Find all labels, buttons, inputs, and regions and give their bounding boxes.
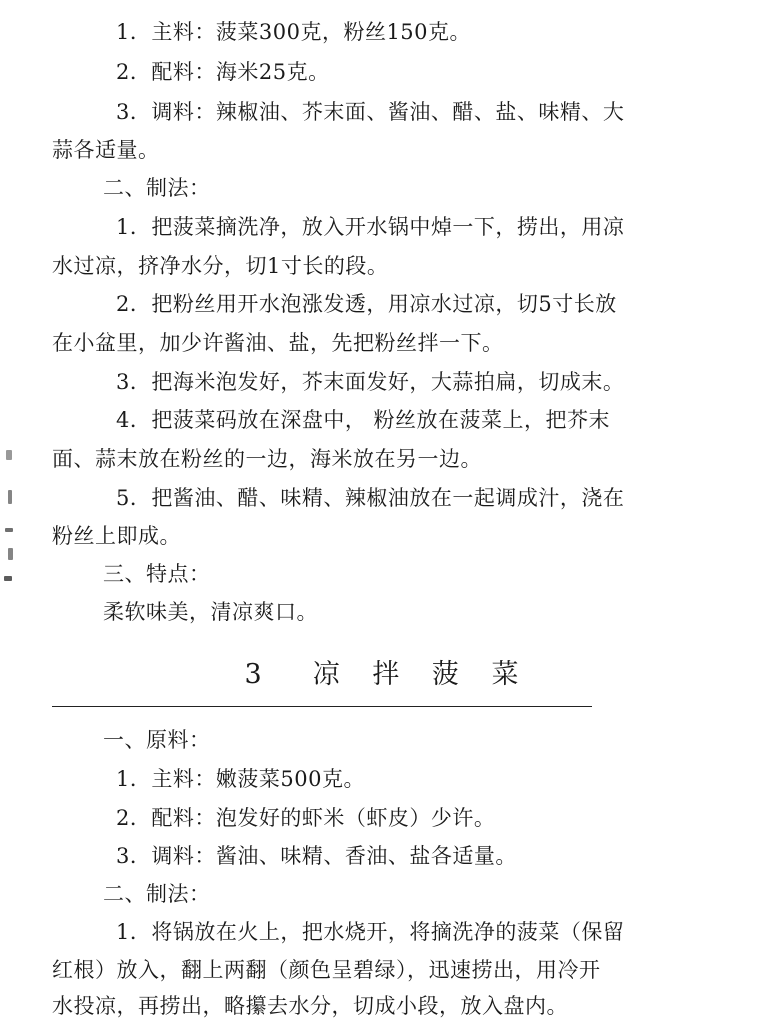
- method-step-5-cont: 粉丝上即成。: [52, 524, 181, 548]
- r3-seasoning: 3．调料：酱油、味精、香油、盐各适量。: [116, 844, 517, 868]
- features-heading: 三、特点：: [103, 562, 211, 586]
- method-step-2-cont: 在小盆里，加少许酱油、盐，先把粉丝拌一下。: [52, 331, 504, 355]
- scan-margin-artifacts: [2, 450, 16, 600]
- ingredients-heading: 一、原料：: [103, 728, 211, 752]
- r3-method-step-1-cont: 红根）放入，翻上两翻（颜色呈碧绿），迅速捞出，用冷开: [52, 958, 601, 982]
- method-step-2: 2．把粉丝用开水泡涨发透，用凉水过凉，切5寸长放: [116, 292, 617, 316]
- method-step-4: 4．把菠菜码放在深盘中， 粉丝放在菠菜上，把芥末: [116, 408, 611, 432]
- r3-ingredient-main: 1．主料：嫩菠菜500克。: [116, 767, 365, 791]
- r3-method-heading: 二、制法：: [103, 882, 211, 906]
- seasoning-line-cont: 蒜各适量。: [52, 138, 160, 162]
- seasoning-line: 3．调料：辣椒油、芥末面、酱油、醋、盐、味精、大: [116, 100, 625, 124]
- ingredient-secondary-line: 2．配料：海米25克。: [116, 60, 330, 84]
- method-step-4-cont: 面、蒜末放在粉丝的一边，海米放在另一边。: [52, 447, 482, 471]
- method-step-1-cont: 水过凉，挤净水分，切1寸长的段。: [52, 254, 389, 278]
- r3-method-step-1-cont2: 水投凉，再捞出，略攥去水分，切成小段，放入盘内。: [52, 994, 568, 1018]
- r3-method-step-1: 1．将锅放在火上，把水烧开，将摘洗净的菠菜（保留: [116, 920, 625, 944]
- r3-ingredient-secondary: 2．配料：泡发好的虾米（虾皮）少许。: [116, 806, 496, 830]
- recipe-title: 3 凉 拌 菠 菜: [244, 659, 531, 690]
- method-step-1: 1．把菠菜摘洗净，放入开水锅中焯一下，捞出，用凉: [116, 215, 625, 239]
- title-rule: [52, 706, 592, 707]
- method-step-3: 3．把海米泡发好，芥末面发好，大蒜拍扁，切成末。: [116, 370, 625, 394]
- method-heading: 二、制法：: [103, 176, 211, 200]
- features-text: 柔软味美，清凉爽口。: [103, 600, 318, 624]
- ingredient-main-line: 1．主料：菠菜300克，粉丝150克。: [116, 20, 472, 44]
- method-step-5: 5．把酱油、醋、味精、辣椒油放在一起调成汁，浇在: [116, 486, 625, 510]
